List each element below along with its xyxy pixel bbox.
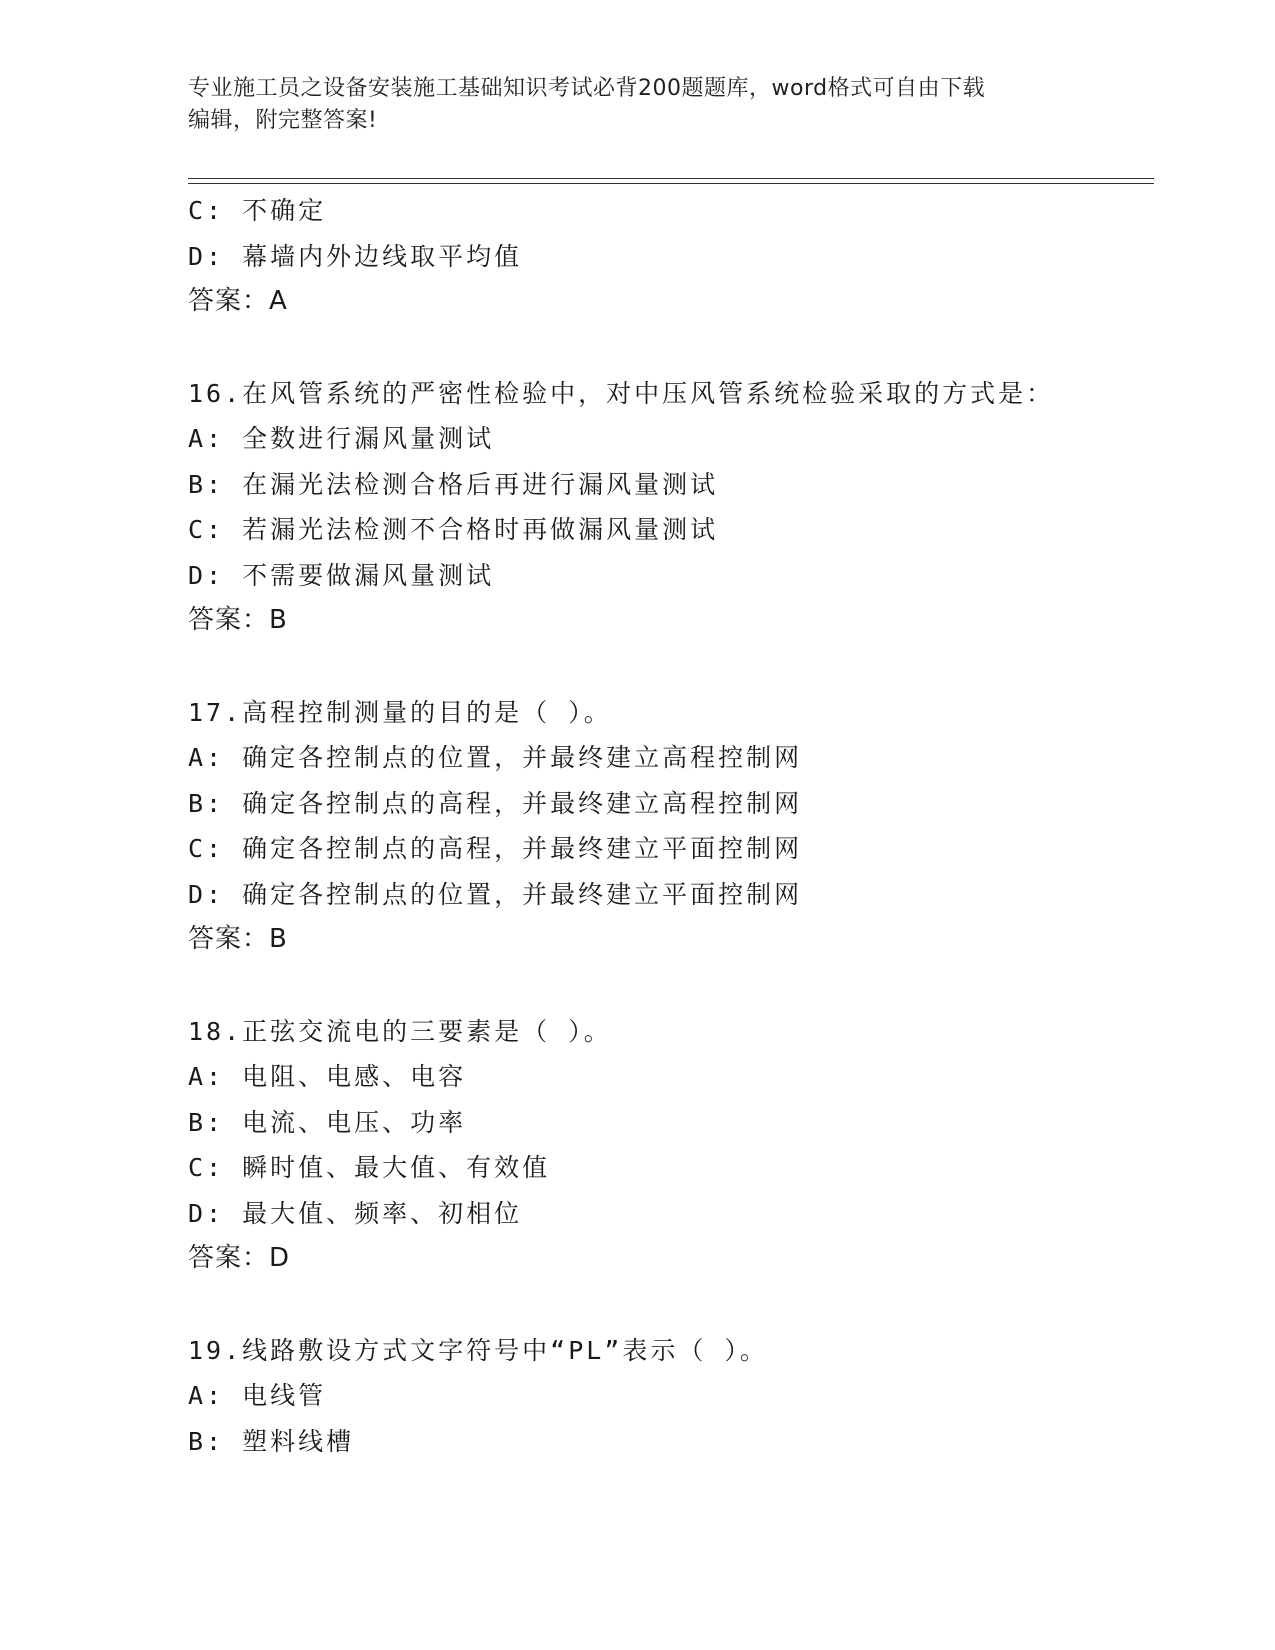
spacer xyxy=(188,325,1154,371)
question-list xyxy=(188,188,1154,1464)
question-block-19 xyxy=(188,1328,1154,1465)
question-block-15 xyxy=(188,188,1154,325)
option-d: D: 确定各控制点的位置，并最终建立平面控制网 xyxy=(188,879,803,909)
question-block-18 xyxy=(188,1009,1154,1282)
question-text: 17.高程控制测量的目的是（ ）。 xyxy=(188,697,612,727)
option-a: A: 电线管 xyxy=(188,1381,327,1410)
option-c: C: 不确定 xyxy=(188,196,327,225)
answer-label: 答案：B xyxy=(188,924,288,954)
document-header xyxy=(188,73,1088,137)
spacer xyxy=(188,644,1154,690)
answer-label: 答案：D xyxy=(188,1243,291,1273)
option-c: C: 瞬时值、最大值、有效值 xyxy=(188,1153,551,1182)
option-b: B: 电流、电压、功率 xyxy=(188,1107,467,1137)
option-a: A: 确定各控制点的位置，并最终建立高程控制网 xyxy=(188,743,803,772)
spacer xyxy=(188,1282,1154,1328)
question-text: 16.在风管系统的严密性检验中，对中压风管系统检验采取的方式是： xyxy=(188,378,1055,408)
header-divider xyxy=(188,178,1154,184)
question-block-16 xyxy=(188,371,1154,644)
option-c: C: 确定各控制点的高程，并最终建立平面控制网 xyxy=(188,834,803,863)
option-d: D: 幕墙内外边线取平均值 xyxy=(188,241,523,271)
option-d: D: 不需要做漏风量测试 xyxy=(188,560,495,590)
spacer xyxy=(188,963,1154,1009)
option-d: D: 最大值、频率、初相位 xyxy=(188,1198,523,1228)
question-text: 19.线路敷设方式文字符号中“PL”表示（ ）。 xyxy=(188,1335,768,1365)
question-block-17 xyxy=(188,690,1154,963)
answer-label: 答案：B xyxy=(188,605,288,635)
header-title-line-1: 专业施工员之设备安装施工基础知识考试必背200题题库，word格式可自由下载 xyxy=(188,76,986,101)
option-a: A: 全数进行漏风量测试 xyxy=(188,424,495,453)
option-a: A: 电阻、电感、电容 xyxy=(188,1062,467,1091)
option-b: B: 在漏光法检测合格后再进行漏风量测试 xyxy=(188,469,719,499)
answer-label: 答案：A xyxy=(188,286,288,316)
option-c: C: 若漏光法检测不合格时再做漏风量测试 xyxy=(188,515,719,544)
header-title-line-2: 编辑，附完整答案! xyxy=(188,108,378,133)
question-text: 18.正弦交流电的三要素是（ ）。 xyxy=(188,1016,612,1046)
option-b: B: 确定各控制点的高程，并最终建立高程控制网 xyxy=(188,788,803,818)
option-b: B: 塑料线槽 xyxy=(188,1426,355,1456)
